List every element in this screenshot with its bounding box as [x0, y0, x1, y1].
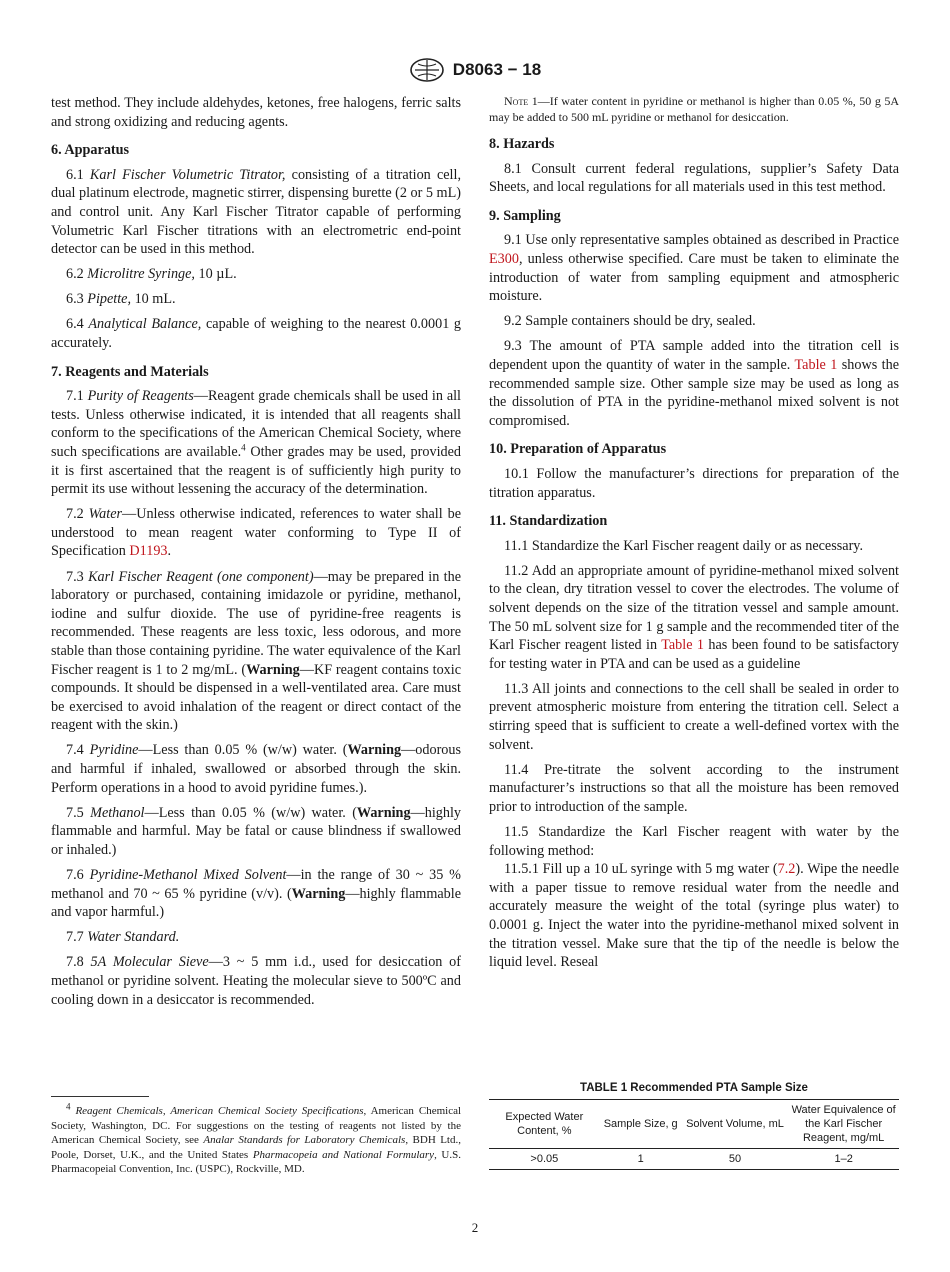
paragraph-6-4: 6.4 Analytical Balance, capable of weighing to the nearest 0.0001 g accurately. [51, 316, 462, 352]
paragraph-7-3: 7.3 Karl Fischer Reagent (one component)—may be prepared in the laboratory or purchased, containing imidazole or pyridine, methanol, iodine and sulfur dioxide. The use of pyridine-free reagents is recommended. These reagents are less toxic, less odorous, and more stable than those containing pyridine. The water equivalence of the Karl Fischer reagent is 1 to 2 mg/mL. (Warning—KF reagent contains toxic compounds. It should be dispensed in a well-ventilated area. Care must be exercised to avoid inhalation of the reagent or direct contact of the reagent with the skin.) [51, 568, 462, 734]
table-header: Water Equivalence of the Karl Fischer Reagent, mg/mL [791, 1104, 896, 1144]
paragraph-11-1: 11.1 Standardize the Karl Fischer reagent daily or as necessary. [504, 537, 864, 554]
table-header-row [489, 1100, 899, 1149]
table-row [489, 1149, 899, 1170]
footnote-ref: 4 [241, 442, 246, 453]
link-d1193[interactable]: D1193 [129, 543, 168, 560]
paragraph-11-2: 11.2 Add an appropriate amount of pyridine-methanol mixed solvent to the clean, dry titration vessel to cover the electrodes. The volume of solvent depends on the size of the titration vessel and sample amount. The 50 mL solvent size for 1 g sample and the recommended titer of the Karl Fischer reagent listed in Table 1 has been found to be satisfactory for testing water in PTA and can be used as a guideline [489, 562, 899, 672]
page-number: 2 [471, 1220, 479, 1235]
paragraph-9-3: 9.3 The amount of PTA sample added into the titration cell is dependent upon the quantity of water in the sample. Table 1 shows the recommended sample size. Other sample size may be used as long as the dissolution of PTA in the pyridine-methanol mixed solvent is not compromised. [489, 338, 899, 429]
paragraph-10-1: 10.1 Follow the manufacturer’s directions for preparation of the titration apparatus. [489, 465, 899, 501]
paragraph-11-5-1: 11.5.1 Fill up a 10 uL syringe with 5 mg water (7.2). Wipe the needle with a paper tissue to remove residual water from the needle and accurately measure the weight of the total (syringe plus water) to 0.0001 g. Inject the water into the pyridine-methanol mixed solvent in the titration vessel. Make sure that the tip of the needle is below the liquid level. Reseal [489, 861, 899, 971]
table-header: Solvent Volume, mL [686, 1118, 784, 1130]
sample-size-table [489, 1099, 899, 1170]
intro-paragraph: test method. They include aldehydes, ketones, free halogens, ferric salts and strong oxidizing and reducing agents. [51, 95, 461, 130]
paragraph-7-4: 7.4 Pyridine—Less than 0.05 % (w/w) water. (Warning—odorous and harmful if inhaled, swallowed or absorbed through the skin. Perform operations in a hood to avoid pyridine fumes.). [51, 742, 461, 796]
paragraph-7-5: 7.5 Methanol—Less than 0.05 % (w/w) water. (Warning—highly flammable and harmful. May be fatal or cause blindness if swallowed or inhaled.) [51, 804, 461, 858]
paragraph-6-1: 6.1 Karl Fischer Volumetric Titrator, consisting of a titration cell, dual platinum electrode, magnetic stirrer, dispensing burette (2 or 5 mL) and control unit. Any Karl Fischer Titrator capable of performing Volumetric Karl Fischer titrations with an electrometric end-point detector can be used in this method. [51, 166, 461, 258]
link-table-1[interactable]: Table 1 [661, 637, 704, 654]
section-heading-apparatus: 6. Apparatus [51, 142, 130, 159]
section-heading-preparation: 10. Preparation of Apparatus [489, 441, 667, 458]
section-heading-standardization: 11. Standardization [489, 513, 608, 530]
note-1: Note 1—If water content in pyridine or methanol is higher than 0.05 %, 50 g 5A may be added to 500 mL pyridine or methanol for desiccation. [489, 94, 900, 124]
table-header: Expected Water Content, % [505, 1111, 584, 1137]
right-column [489, 94, 899, 978]
paragraph-6-3: 6.3 Pipette, 10 mL. [66, 291, 176, 308]
paragraph-7-7: 7.7 Water Standard. [66, 929, 180, 946]
left-column [51, 94, 461, 1016]
link-7-2[interactable]: 7.2 [777, 861, 796, 878]
paragraph-11-4: 11.4 Pre-titrate the solvent according to the instrument manufacturer’s instructions so that all the moisture has been removed prior to introduction of the sample. [489, 761, 899, 815]
table-header: Sample Size, g [603, 1118, 678, 1130]
table-cell: >0.05 [530, 1153, 559, 1165]
paragraph-9-2: 9.2 Sample containers should be dry, sealed. [504, 313, 756, 330]
paragraph-11-3: 11.3 All joints and connections to the cell shall be sealed in order to prevent atmospheric moisture from entering the titration cell. Select a stirring speed that is sufficient to create a well-defined vortex with the solvent. [489, 680, 899, 753]
paragraph-9-1: 9.1 Use only representative samples obtained as described in Practice E300, unless otherwise specified. Care must be taken to eliminate the introduction of water from sampling equipment and atmospheric moisture. [489, 232, 899, 305]
footnote-divider [51, 1096, 149, 1097]
paragraph-7-6: 7.6 Pyridine-Methanol Mixed Solvent—in the range of 30 ~ 35 % methanol and 70 ~ 65 % pyridine (v/v). (Warning—highly flammable and vapor harmful.) [51, 866, 461, 921]
link-table-1[interactable]: Table 1 [794, 356, 838, 373]
table-cell: 1–2 [834, 1153, 853, 1165]
paragraph-8-1: 8.1 Consult current federal regulations, supplier’s Safety Data Sheets, and local regulations for all materials used in this test method. [489, 160, 899, 196]
document-code: D8063 − 18 [452, 60, 542, 79]
astm-logo-icon [409, 58, 445, 82]
table-title: TABLE 1 Recommended PTA Sample Size [580, 1082, 808, 1094]
table-cell: 1 [637, 1153, 644, 1165]
paragraph-6-2: 6.2 Microlitre Syringe, 10 µL. [66, 266, 237, 283]
paragraph-7-1: 7.1 Purity of Reagents—Reagent grade chemicals shall be used in all tests. Unless otherwise indicated, it is intended that all reagents shall conform to the specifications of the American Chemical Society, where such specifications are available.$^4$ Other grades may be used, provided it is first ascertained that the reagent is of sufficiently high purity to permit its use without lessening the accuracy of the determination. [51, 388, 461, 498]
paragraph-11-5: 11.5 Standardize the Karl Fischer reagent with water by the following method: [489, 824, 899, 859]
table-cell: 50 [728, 1153, 742, 1165]
footnote-4: $^4$ Reagent Chemicals, American Chemical Society Specifications, American Chemical Society, Washington, DC. For suggestions on the testing of reagents not listed by the American Chemical Society, see Analar Standards for Laboratory Chemicals, BDH Ltd., Poole, Dorset, U.K., and the United States Pharmacopeia and National Formulary, U.S. Pharmacopeial Convention, Inc. (USPC), Rockville, MD. [51, 1101, 462, 1175]
section-heading-hazards: 8. Hazards [489, 136, 555, 152]
paragraph-7-8: 7.8 5A Molecular Sieve—3 ~ 5 mm i.d., used for desiccation of methanol or pyridine solvent. Heating the molecular sieve to 500ºC and cooling down in a desiccator is recommended. [51, 954, 462, 1008]
section-heading-reagents: 7. Reagents and Materials [51, 363, 209, 380]
section-heading-sampling: 9. Sampling [489, 207, 561, 224]
page-header [0, 58, 950, 82]
link-e300[interactable]: E300 [489, 250, 519, 267]
paragraph-7-2: 7.2 Water—Unless otherwise indicated, references to water shall be understood to mean reagent water conforming to Type II of Specification D1193. [51, 506, 461, 560]
